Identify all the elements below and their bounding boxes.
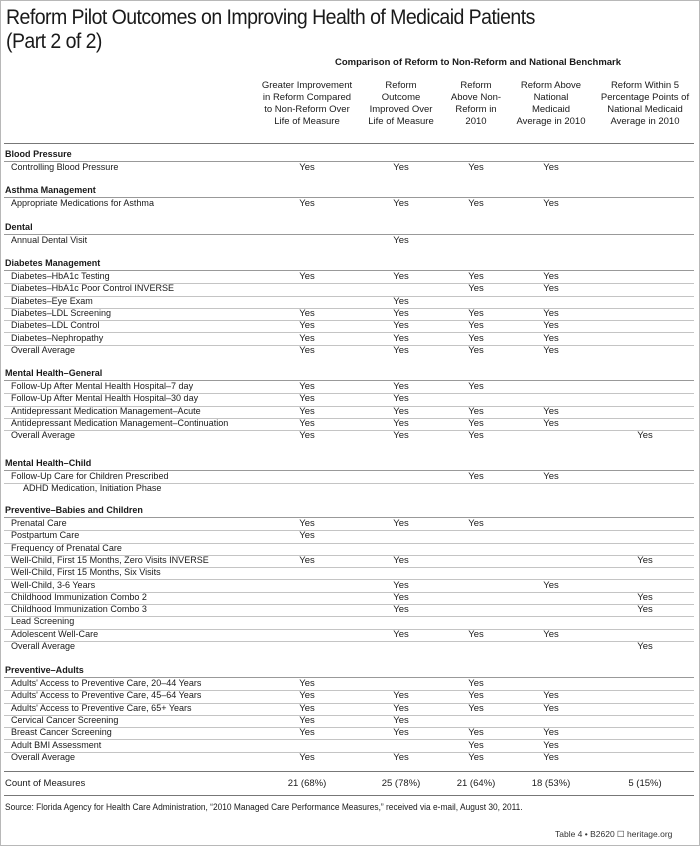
cell-col-2: Yes: [393, 198, 409, 209]
table-row: [4, 604, 694, 617]
column-header-line: in Reform Compared: [262, 92, 352, 103]
section-title: Preventive–Adults: [5, 665, 84, 676]
cell-col-1: Yes: [299, 393, 315, 405]
column-header-line: National Medicaid: [607, 104, 683, 115]
table-row: [4, 518, 694, 531]
table-row: [4, 162, 694, 174]
cell-col-3: Yes: [468, 702, 484, 714]
row-label: Follow-Up Care for Children Prescribed: [11, 471, 169, 482]
row-label: Adult BMI Assessment: [11, 739, 102, 751]
cell-col-1: Yes: [299, 344, 315, 356]
count-label: Count of Measures: [5, 778, 86, 789]
column-header-line: 2010: [465, 116, 487, 127]
cell-col-2: Yes: [393, 554, 409, 566]
cell-col-1: Yes: [299, 530, 315, 542]
table-row: [4, 430, 694, 442]
table-row: [4, 715, 694, 728]
cell-col-3: Yes: [468, 344, 484, 356]
cell-col-1: Yes: [299, 430, 315, 442]
row-label: Postpartum Care: [11, 530, 80, 542]
cell-col-2: Yes: [393, 405, 409, 417]
cell-col-4: Yes: [543, 162, 559, 173]
row-label: Lead Screening: [11, 616, 75, 628]
cell-col-1: Yes: [299, 518, 315, 529]
table-row: [4, 381, 694, 394]
row-label: Well-Child, First 15 Months, Six Visits: [11, 567, 161, 579]
title-line-1: Reform Pilot Outcomes on Improving Health of Medicaid Patients: [6, 6, 535, 29]
cell-col-3: Yes: [468, 727, 484, 739]
row-label: Well-Child, First 15 Months, Zero Visits INVERSE: [11, 554, 209, 566]
cell-col-2: Yes: [393, 307, 409, 319]
row-label: Cervical Cancer Screening: [11, 714, 119, 726]
cell-col-2: Yes: [393, 271, 409, 282]
column-header-line: Outcome: [381, 92, 421, 103]
cell-col-5: Yes: [637, 604, 653, 616]
section-title: Diabetes Management: [5, 258, 101, 269]
cell-col-1: Yes: [299, 751, 315, 763]
source-note: Source: Florida Agency for Health Care Administration, “2010 Managed Care Performance Measures,” received via e-mail, August 30, 2011.: [5, 802, 523, 812]
cell-col-2: Yes: [393, 727, 409, 739]
cell-col-1: Yes: [299, 307, 315, 319]
cell-col-3: Yes: [468, 751, 484, 763]
column-header-line: Improved Over: [369, 104, 433, 115]
column-header-line: Percentage Points of: [600, 92, 690, 103]
column-header-line: Average in 2010: [516, 116, 586, 127]
row-label: Diabetes–HbA1c Testing: [11, 271, 110, 282]
cell-col-2: Yes: [393, 393, 409, 405]
group-header: Comparison of Reform to Non-Reform and National Benchmark: [334, 57, 622, 68]
cell-col-4: Yes: [543, 405, 559, 417]
cell-col-3: Yes: [468, 283, 484, 295]
row-label: Adults' Access to Preventive Care, 20–44 Years: [11, 678, 202, 689]
table-row: [4, 567, 694, 580]
cell-col-1: Yes: [299, 271, 315, 282]
cell-col-1: Yes: [299, 332, 315, 344]
table-row: [4, 530, 694, 543]
row-label: Frequency of Prenatal Care: [11, 542, 122, 554]
cell-col-4: Yes: [543, 344, 559, 356]
section-title: Asthma Management: [5, 185, 96, 196]
table-row: [4, 320, 694, 333]
title-line-2: (Part 2 of 2): [6, 30, 102, 53]
cell-col-1: Yes: [299, 320, 315, 332]
section-title: Dental: [5, 222, 33, 233]
row-label: Follow-Up After Mental Health Hospital–30 day: [11, 393, 199, 405]
source-divider: [4, 795, 694, 796]
cell-col-2: Yes: [393, 628, 409, 640]
section-title: Mental Health–General: [5, 368, 103, 379]
table-row: [4, 690, 694, 703]
count-value: 5 (15%): [628, 778, 662, 789]
column-header-line: Life of Measure: [368, 116, 434, 127]
table-row: [4, 555, 694, 568]
cell-col-3: Yes: [468, 320, 484, 332]
table-row: [4, 333, 694, 346]
table-row: [4, 740, 694, 753]
table-row: [4, 641, 694, 653]
cell-col-5: Yes: [637, 591, 653, 603]
row-label: Overall Average: [11, 430, 76, 442]
cell-col-4: Yes: [543, 417, 559, 429]
section-title: Preventive–Babies and Children: [5, 505, 143, 516]
table-row: [4, 752, 694, 764]
cell-col-4: Yes: [543, 283, 559, 295]
cell-col-2: Yes: [393, 702, 409, 714]
cell-col-4: Yes: [543, 751, 559, 763]
count-value: 21 (64%): [456, 778, 496, 789]
table-row: [4, 271, 694, 284]
column-header-line: Above Non-: [450, 92, 502, 103]
cell-col-3: Yes: [468, 332, 484, 344]
cell-col-5: Yes: [637, 641, 653, 652]
cell-col-2: Yes: [393, 430, 409, 442]
cell-col-3: Yes: [468, 739, 484, 751]
count-divider: [4, 771, 694, 772]
row-label: Controlling Blood Pressure: [11, 162, 119, 173]
cell-col-5: Yes: [637, 430, 653, 442]
table-row: [4, 678, 694, 691]
table-row: [4, 308, 694, 321]
cell-col-2: Yes: [393, 751, 409, 763]
header-divider: [4, 143, 694, 144]
cell-col-3: Yes: [468, 518, 484, 529]
column-header-2: [361, 80, 441, 128]
cell-col-4: Yes: [543, 739, 559, 751]
column-header-line: to Non-Reform Over: [264, 104, 350, 115]
row-label: Well-Child, 3-6 Years: [11, 579, 96, 591]
column-header-4: [511, 80, 591, 128]
column-header-line: Reform Above: [520, 80, 582, 91]
row-label: Childhood Immunization Combo 3: [11, 604, 147, 616]
cell-col-2: Yes: [393, 714, 409, 726]
column-header-1: [257, 80, 357, 128]
column-header-line: Reform: [460, 80, 492, 91]
table-row: [4, 543, 694, 556]
row-label: Adolescent Well-Care: [11, 628, 99, 640]
cell-col-1: Yes: [299, 417, 315, 429]
cell-col-3: Yes: [468, 628, 484, 640]
section-title: Mental Health–Child: [5, 458, 92, 469]
table-row: [4, 393, 694, 406]
cell-col-3: Yes: [468, 405, 484, 417]
column-header-line: Reform in: [455, 104, 497, 115]
table-row: [4, 629, 694, 642]
row-label: Prenatal Care: [11, 518, 67, 529]
row-label: Diabetes–HbA1c Poor Control INVERSE: [11, 283, 175, 295]
cell-col-3: Yes: [468, 381, 484, 392]
cell-col-3: Yes: [468, 162, 484, 173]
column-header-line: Greater Improvement: [261, 80, 353, 91]
row-label: Adults' Access to Preventive Care, 45–64 Years: [11, 690, 202, 702]
column-header-line: Reform Within 5: [610, 80, 680, 91]
cell-col-2: Yes: [393, 591, 409, 603]
cell-col-2: Yes: [393, 381, 409, 392]
cell-col-3: Yes: [468, 471, 484, 482]
column-header-line: Medicaid: [531, 104, 571, 115]
cell-col-4: Yes: [543, 579, 559, 591]
row-label: Overall Average: [11, 344, 76, 356]
table-row: [4, 471, 694, 484]
row-label: Diabetes–Eye Exam: [11, 295, 93, 307]
row-label: Antidepressant Medication Management–Acute: [11, 405, 201, 417]
cell-col-2: Yes: [393, 332, 409, 344]
cell-col-2: Yes: [393, 320, 409, 332]
cell-col-1: Yes: [299, 405, 315, 417]
table-row: [4, 345, 694, 357]
table-row: [4, 616, 694, 629]
cell-col-3: Yes: [468, 271, 484, 282]
row-label: Diabetes–LDL Screening: [11, 307, 112, 319]
cell-col-4: Yes: [543, 628, 559, 640]
cell-col-4: Yes: [543, 307, 559, 319]
table-row: [4, 283, 694, 296]
row-label: Overall Average: [11, 751, 76, 763]
count-value: 18 (53%): [531, 778, 571, 789]
row-label: Annual Dental Visit: [11, 235, 88, 246]
cell-col-4: Yes: [543, 702, 559, 714]
cell-col-4: Yes: [543, 198, 559, 209]
cell-col-2: Yes: [393, 344, 409, 356]
cell-col-3: Yes: [468, 430, 484, 442]
cell-col-4: Yes: [543, 271, 559, 282]
column-header-3: [440, 80, 512, 128]
table-row: [4, 406, 694, 419]
cell-col-2: Yes: [393, 417, 409, 429]
cell-col-1: Yes: [299, 690, 315, 702]
row-label: Appropriate Medications for Asthma: [11, 198, 154, 209]
row-label: Overall Average: [11, 641, 76, 652]
cell-col-3: Yes: [468, 307, 484, 319]
cell-col-2: Yes: [393, 235, 409, 246]
cell-col-1: Yes: [299, 554, 315, 566]
column-header-line: Reform: [385, 80, 417, 91]
row-label: Diabetes–LDL Control: [11, 320, 100, 332]
row-label: ADHD Medication, Initiation Phase: [23, 483, 162, 495]
cell-col-3: Yes: [468, 198, 484, 209]
cell-col-2: Yes: [393, 604, 409, 616]
cell-col-2: Yes: [393, 690, 409, 702]
cell-col-4: Yes: [543, 690, 559, 702]
cell-col-1: Yes: [299, 381, 315, 392]
cell-col-1: Yes: [299, 714, 315, 726]
table-row: [4, 296, 694, 309]
section-title: Blood Pressure: [5, 149, 72, 160]
cell-col-4: Yes: [543, 471, 559, 482]
table-row: [4, 418, 694, 431]
cell-col-1: Yes: [299, 702, 315, 714]
column-header-line: National: [533, 92, 569, 103]
cell-col-2: Yes: [393, 162, 409, 173]
table-row: [4, 703, 694, 716]
cell-col-5: Yes: [637, 554, 653, 566]
cell-col-4: Yes: [543, 332, 559, 344]
row-label: Childhood Immunization Combo 2: [11, 591, 147, 603]
cell-col-1: Yes: [299, 162, 315, 173]
footer-credit: Table 4 • B2620 ☐ heritage.org: [555, 829, 673, 839]
column-header-line: Average in 2010: [610, 116, 680, 127]
table-row: [4, 483, 694, 495]
cell-col-2: Yes: [393, 518, 409, 529]
cell-col-3: Yes: [468, 678, 484, 689]
column-header-line: Life of Measure: [274, 116, 340, 127]
cell-col-4: Yes: [543, 320, 559, 332]
row-label: Diabetes–Nephropathy: [11, 332, 104, 344]
column-header-5: [595, 80, 695, 128]
table-row: [4, 592, 694, 605]
cell-col-3: Yes: [468, 417, 484, 429]
row-label: Adults' Access to Preventive Care, 65+ Years: [11, 702, 192, 714]
cell-col-2: Yes: [393, 295, 409, 307]
table-row: [4, 727, 694, 740]
cell-col-1: Yes: [299, 727, 315, 739]
row-label: Antidepressant Medication Management–Continuation: [11, 417, 229, 429]
count-value: 25 (78%): [381, 778, 421, 789]
table-row: [4, 198, 694, 210]
count-value: 21 (68%): [287, 778, 327, 789]
cell-col-1: Yes: [299, 678, 315, 689]
cell-col-2: Yes: [393, 579, 409, 591]
cell-col-1: Yes: [299, 198, 315, 209]
page-title: [6, 6, 638, 54]
row-label: Breast Cancer Screening: [11, 727, 112, 739]
cell-col-4: Yes: [543, 727, 559, 739]
table-row: [4, 580, 694, 593]
table-row: [4, 235, 694, 247]
cell-col-3: Yes: [468, 690, 484, 702]
row-label: Follow-Up After Mental Health Hospital–7 day: [11, 381, 194, 392]
